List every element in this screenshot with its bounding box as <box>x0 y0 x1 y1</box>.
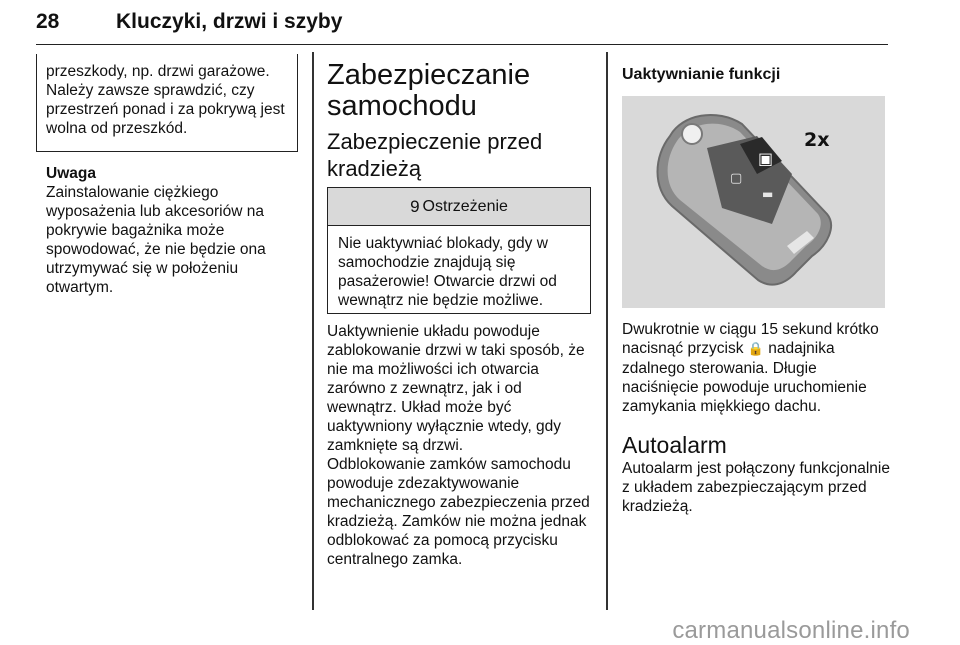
note-block <box>46 164 300 297</box>
key-fob-image <box>622 96 885 308</box>
warning-label: Ostrzeżenie <box>422 197 508 215</box>
instruction-text-after: nadajnika zdalnego sterowania. Długie naciśnięcie powoduje uruchomienie zamykania miękkiego dachu. <box>622 340 867 415</box>
paragraph-deactivation: Odblokowanie zamków samochodu powoduje zdezaktywowanie mechanicznego zabezpieczenia przed kradzieżą. Zamków nie można jednak odblokować za pomocą przycisku centralnego zamka. <box>327 456 590 568</box>
warning-triangle-icon: 9 <box>410 196 420 216</box>
svg-text:▬: ▬ <box>762 187 774 201</box>
autoalarm-title: Autoalarm <box>622 432 727 458</box>
paragraph-activation: Uaktywnienie układu powoduje zablokowanie drzwi w taki sposób, że nie ma możliwości ich otwarcia zarówno z zewnątrz, jak i od wewnątrz. Układ może być uaktywniony wyłącznie wtedy, gdy zamknięte są drzwi. <box>327 323 585 454</box>
instruction-text-before: Dwukrotnie w ciągu 15 sekund krótko nacisnąć przycisk <box>622 321 879 357</box>
warning-box <box>327 187 591 314</box>
function-heading: Uaktywnianie funkcji <box>622 66 781 83</box>
key-fob-icon <box>622 96 885 308</box>
continued-caution-box <box>36 54 298 152</box>
note-text: Zainstalowanie ciężkiego wyposażenia lub akcesoriów na pokrywie bagażnika może spowodować, że nie będzie ona utrzymywać się w położeniu otwartym. <box>46 184 266 296</box>
page-header <box>36 8 888 45</box>
column-divider <box>312 52 314 610</box>
caution-continued-text: przeszkody, np. drzwi garażowe. Należy zawsze sprawdzić, czy przestrzeń ponad i za pokrywą jest wolna od przeszkód. <box>46 63 285 137</box>
autoalarm-text: Autoalarm jest połączony funkcjonalnie z układem zabezpieczającym przed kradzieżą. <box>622 460 890 515</box>
svg-text:▣: ▣ <box>758 149 774 168</box>
page-number: 28 <box>36 10 60 33</box>
subsection-title: Zabezpieczenie przed kradzieżą <box>327 129 543 181</box>
watermark: carmanualsonline.info <box>672 617 910 644</box>
chapter-title: Kluczyki, drzwi i szyby <box>116 10 343 33</box>
section-title: Zabezpieczanie samochodu <box>327 59 531 122</box>
note-title: Uwaga <box>46 165 96 182</box>
column-divider <box>606 52 608 610</box>
warning-header <box>328 188 590 226</box>
instruction-paragraph <box>622 320 890 416</box>
lock-button-icon: 🔒 <box>747 342 764 357</box>
svg-text:▢: ▢ <box>730 171 743 186</box>
warning-text: Nie uaktywniać blokady, gdy w samochodzie znajdują się pasażerowie! Otwarcie drzwi od wewnątrz nie będzie możliwe. <box>338 235 557 309</box>
press-count-label: 2x <box>804 129 830 151</box>
